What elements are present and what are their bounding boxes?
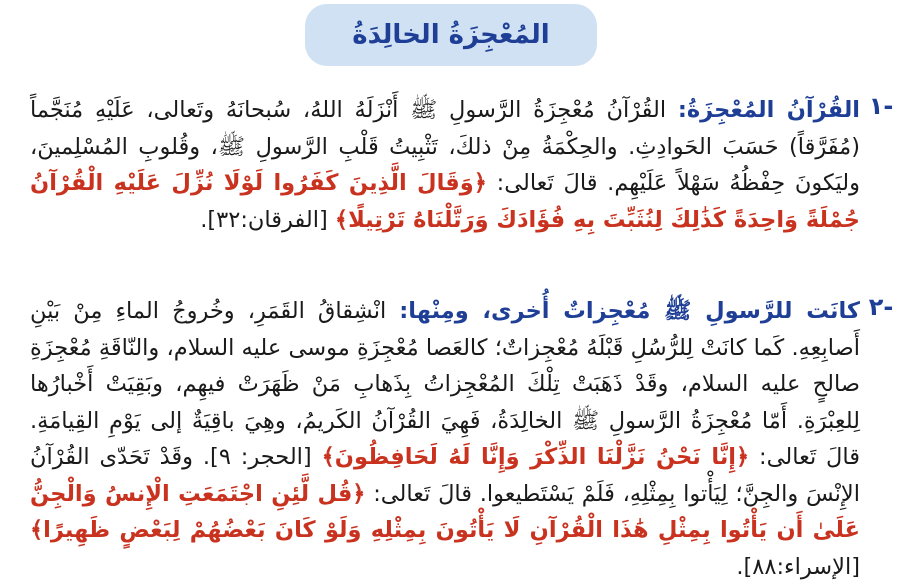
- lesson-title-banner: [305, 4, 597, 66]
- verse-reference: [الفرقان:٣٢].: [200, 206, 335, 233]
- section-number: -٢: [868, 293, 894, 321]
- quran-verse: ﴿وَقَالَ الَّذِينَ كَفَرُوا لَوْلَا نُزِّلَ عَلَيْهِ الْقُرْآنُ جُمْلَةً وَاحِدَةً كَذَٰلِكَ لِنُثَبِّتَ بِهِ فُؤَادَكَ وَرَتَّلْنَاهُ تَرْتِيلًا﴾: [30, 170, 860, 233]
- paragraph-text: القُرْآنُ مُعْجِزَةُ الرَّسولِ ﷺ أَنْزَلَهُ اللهُ، سُبحانَهُ وتَعالى، عَلَيْهِ مُنَجَّماً (مُفَرَّقاً) حَسَبَ الحَوادِثِ. والحِكْمَةُ مِنْ ذلكَ، تَثْبِيتُ قَلْبِ الرَّسولِ ﷺ، وقُلوبِ المُسْلِمينَ، وليَكونَ حِفْظُهُ سَهْلاً عَلَيْهِم. قالَ تَعالى:: [30, 97, 860, 196]
- section-heading: كانَت للرَّسولِ ﷺ مُعْجِزاتٌ أُخرى، ومِنْها:: [399, 298, 860, 324]
- quran-verse: ﴿قُل لَّئِنِ اجْتَمَعَتِ الْإِنسُ وَالْجِنُّ عَلَىٰ أَن يَأْتُوا بِمِثْلِ هَٰذَا الْقُرْآنِ لَا يَأْتُونَ بِمِثْلِهِ وَلَوْ كَانَ بَعْضُهُمْ لِبَعْضٍ ظَهِيرًا﴾: [30, 480, 860, 543]
- section-paragraph: [30, 293, 860, 585]
- section-paragraph: [30, 92, 860, 238]
- verse-reference: [الإسراء:٨٨].: [736, 553, 860, 580]
- section-number: -١: [868, 92, 894, 120]
- paragraph-text: وقَدْ تَحَدّى القُرْآنُ الإِنْسَ والجِنَّ؛ لِيَأْتوا بِمِثْلِهِ، فَلَمْ يَسْتَطيعوا. قالَ تَعالى:: [30, 444, 861, 507]
- verse-reference: [الحجر: ٩].: [193, 444, 322, 470]
- section-quran-miracle: [30, 92, 894, 238]
- section-heading: القُرْآنُ المُعْجِزَةُ:: [677, 97, 860, 123]
- section-other-miracles: [30, 293, 894, 585]
- paragraph-text: انْشِقاقُ القَمَرِ، وخُروجُ الماءِ مِنْ بَيْنِ أَصابِعِهِ. كَما كانَتْ لِلرُّسُلِ قَبْلَهُ مُعْجِزاتٌ؛ كالعَصا مُعْجِزَةِ موسى عليه السلام، والنّاقَةِ مُعْجِزَةِ صالحٍ عليه السلام، وقَدْ ذَهَبَتْ تِلْكَ المُعْجِزاتُ بِذَهابِ مَنْ ظَهَرَتْ فيهِم، وبَقِيَتْ أَخْبارُها لِلعِبْرَةِ. أَمّا مُعْجِزَةُ الرَّسولِ ﷺ الخالِدَةُ، فَهِيَ القُرْآنُ الكَريمُ، وهِيَ باقِيَةٌ إلى يَوْمِ القِيامَةِ. قالَ تَعالى:: [30, 298, 861, 470]
- quran-verse: ﴿إِنَّا نَحْنُ نَزَّلْنَا الذِّكْرَ وَإِنَّا لَهُ لَحَافِظُونَ﴾: [321, 444, 750, 470]
- lesson-title: المُعْجِزَةُ الخالِدَةُ: [352, 20, 550, 50]
